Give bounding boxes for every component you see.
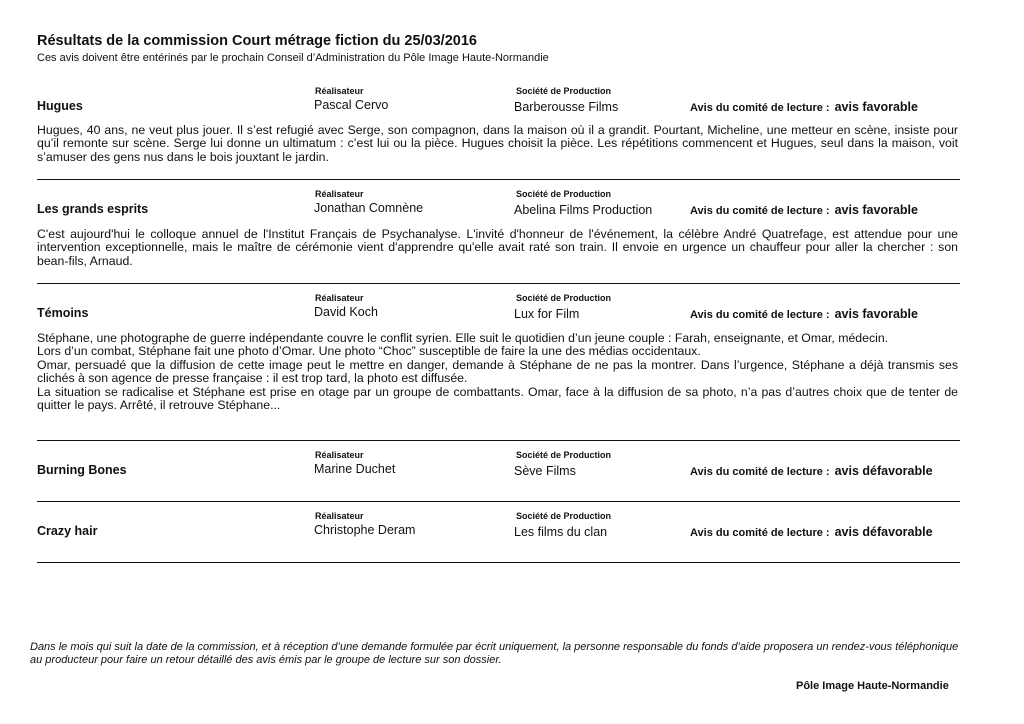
film-title: Crazy hair [37,524,98,538]
opinion-value: avis défavorable [834,464,933,478]
opinion-label: Avis du comité de lecture : [690,205,830,217]
opinion [690,525,933,539]
company-label: Société de Production [516,450,612,460]
separator [37,283,960,284]
company-name: Abelina Films Production [514,203,653,217]
synopsis-paragraph: La situation se radicalise et Stéphane est prise en otage par un groupe de combattants. Omar, face à la diffusion de sa photo, n’a pas d’autres choix que de tenter de quitter le pays. Arrêté, il retrouve Stéphane... [37,384,958,413]
synopsis-paragraph: Hugues, 40 ans, ne veut plus jouer. Il s’est refugié avec Serge, son compagnon, dans la maison où il a grandit. Pourtant, Micheline, une metteur en scène, insiste pour qu’il remonte sur scène. Serge lui donne un ultimatum : c’est lui ou la pièce. Hugues choisit la pièce. Les répétitions commencent et Hugues, seul dans la maison, voit s’amuser des gens nus dans le bois jouxtant le jardin. [37,123,958,164]
separator [37,562,960,563]
page-title: Résultats de la commission Court métrage fiction du 25/03/2016 [37,33,477,49]
opinion-label: Avis du comité de lecture : [690,309,830,321]
director-label: Réalisateur [315,450,364,460]
company-label: Société de Production [516,511,612,521]
director-name: Pascal Cervo [314,98,389,112]
film-title: Burning Bones [37,463,127,477]
director-name: Marine Duchet [314,462,396,476]
director-label: Réalisateur [315,189,364,199]
separator [37,501,960,502]
opinion-value: avis favorable [834,307,918,321]
film-title: Hugues [37,99,83,113]
director-label: Réalisateur [315,511,364,521]
opinion-label: Avis du comité de lecture : [690,466,830,478]
separator [37,179,960,180]
company-name: Sève Films [514,464,576,478]
opinion-value: avis favorable [834,203,918,217]
opinion-label: Avis du comité de lecture : [690,102,830,114]
footer-signature: Pôle Image Haute-Normandie [796,680,949,692]
synopsis-paragraph: C'est aujourd'hui le colloque annuel de l'Institut Français de Psychanalyse. L'invité d'honneur de l'événement, la célèbre André Quatrefage, est attendue pour une intervention exceptionnelle, mais le maître de cérémonie vient d'apprendre qu'elle avait raté son train. Il envoie en urgence un chauffeur pour aller la chercher : son bean-fils, Arnaud. [37,227,958,268]
opinion [690,307,918,321]
opinion-value: avis défavorable [834,525,933,539]
company-label: Société de Production [516,189,612,199]
opinion [690,464,933,478]
director-name: Jonathan Comnène [314,201,424,215]
company-name: Lux for Film [514,307,580,321]
separator [37,440,960,441]
synopsis [37,332,958,412]
opinion [690,203,918,217]
synopsis [37,124,958,164]
opinion [690,100,918,114]
director-name: David Koch [314,305,378,319]
company-label: Société de Production [516,86,612,96]
company-name: Barberousse Films [514,100,619,114]
film-title: Témoins [37,306,89,320]
company-label: Société de Production [516,293,612,303]
director-name: Christophe Deram [314,523,416,537]
opinion-value: avis favorable [834,100,918,114]
film-title: Les grands esprits [37,202,149,216]
opinion-label: Avis du comité de lecture : [690,527,830,539]
director-label: Réalisateur [315,293,364,303]
page-subtitle: Ces avis doivent être entérinés par le prochain Conseil d’Administration du Pôle Image Haute-Normandie [37,52,549,64]
synopsis-paragraph: Lors d’un combat, Stéphane fait une photo d’Omar. Une photo “Choc” susceptible de faire la une des médias occidentaux. [37,344,701,359]
company-name: Les films du clan [514,525,608,539]
synopsis-paragraph: Omar, persuadé que la diffusion de cette image peut le mettre en danger, demande à Stéphane de ne pas la montrer. Dans l’urgence, Stéphane a déjà transmis ses clichés à son agence de presse française : il est trop tard, la photo est diffusée. [37,357,958,386]
synopsis [37,228,958,268]
footer-note: Dans le mois qui suit la date de la commission, et à réception d’une demande formulée par écrit uniquement, la personne responsable du fonds d’aide proposera un rendez-vous téléphonique au producteur pour faire un retour détaillé des avis émis par le groupe de lecture sur son dossier. [30,641,959,666]
director-label: Réalisateur [315,86,364,96]
synopsis-paragraph: Stéphane, une photographe de guerre indépendante couvre le conflit syrien. Elle suit le quotidien d’un jeune couple : Farah, enseignante, et Omar, médecin. [37,331,889,345]
